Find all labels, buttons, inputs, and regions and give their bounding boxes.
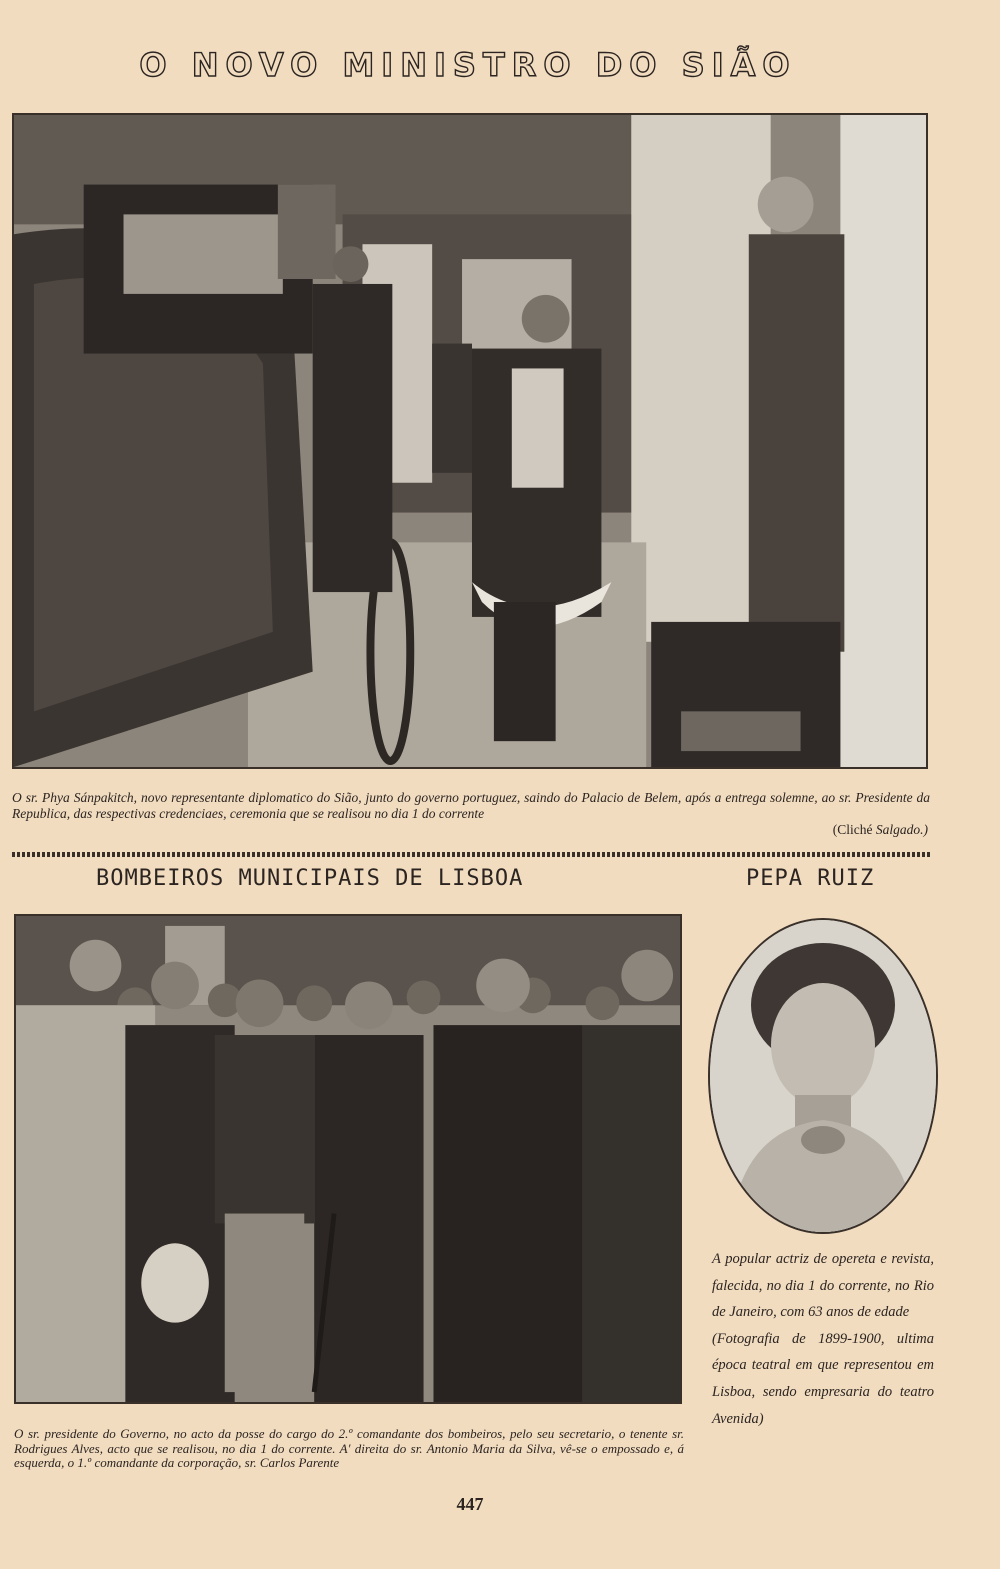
pepa-ruiz-portrait bbox=[708, 918, 938, 1234]
minister-photo bbox=[12, 113, 928, 769]
credit-name: Salgado.) bbox=[875, 822, 928, 837]
photo-credit bbox=[833, 822, 928, 838]
section-divider bbox=[12, 852, 930, 857]
credit-prefix: (Cliché bbox=[832, 822, 873, 837]
bombeiros-heading: BOMBEIROS MUNICIPAIS DE LISBOA bbox=[96, 866, 524, 891]
page-title: O NOVO MINISTRO DO SIÃO bbox=[139, 46, 797, 84]
pepa-ruiz-heading: PEPA RUIZ bbox=[746, 866, 875, 891]
page-number: 447 bbox=[456, 1494, 484, 1514]
bombeiros-caption: O sr. presidente do Governo, no acto da posse do cargo do 2.º comandante dos bombeiros, pelo seu secretario, o tenente sr. Rodrigues Alves, acto que se realisou, no dia 1 do corrente. A' direita do sr. Antonio Maria da Silva, vê-se o empossado e, á esquerda, o 1.º comandante da corporação, sr. Carlos Parente bbox=[14, 1426, 684, 1470]
bombeiros-photo bbox=[14, 914, 682, 1404]
pepa-ruiz-caption bbox=[712, 1246, 934, 1432]
pepa-ruiz-caption-text: A popular actriz de opereta e revista, falecida, no dia 1 do corrente, no Rio de Janeiro, com 63 anos de edade bbox=[712, 1251, 934, 1321]
minister-caption: O sr. Phya Sánpakitch, novo representante diplomatico do Sião, junto do governo portuguez, saindo do Palacio de Belem, após a entrega solemne, ao sr. Presidente da Republica, das respectivas credenciaes, ceremonia que se realisou no dia 1 do corrente bbox=[12, 790, 930, 821]
pepa-ruiz-photo-note: (Fotografia de 1899-1900, ultima época teatral em que representou em Lisboa, sendo empresaria do teatro Avenida) bbox=[712, 1330, 934, 1427]
